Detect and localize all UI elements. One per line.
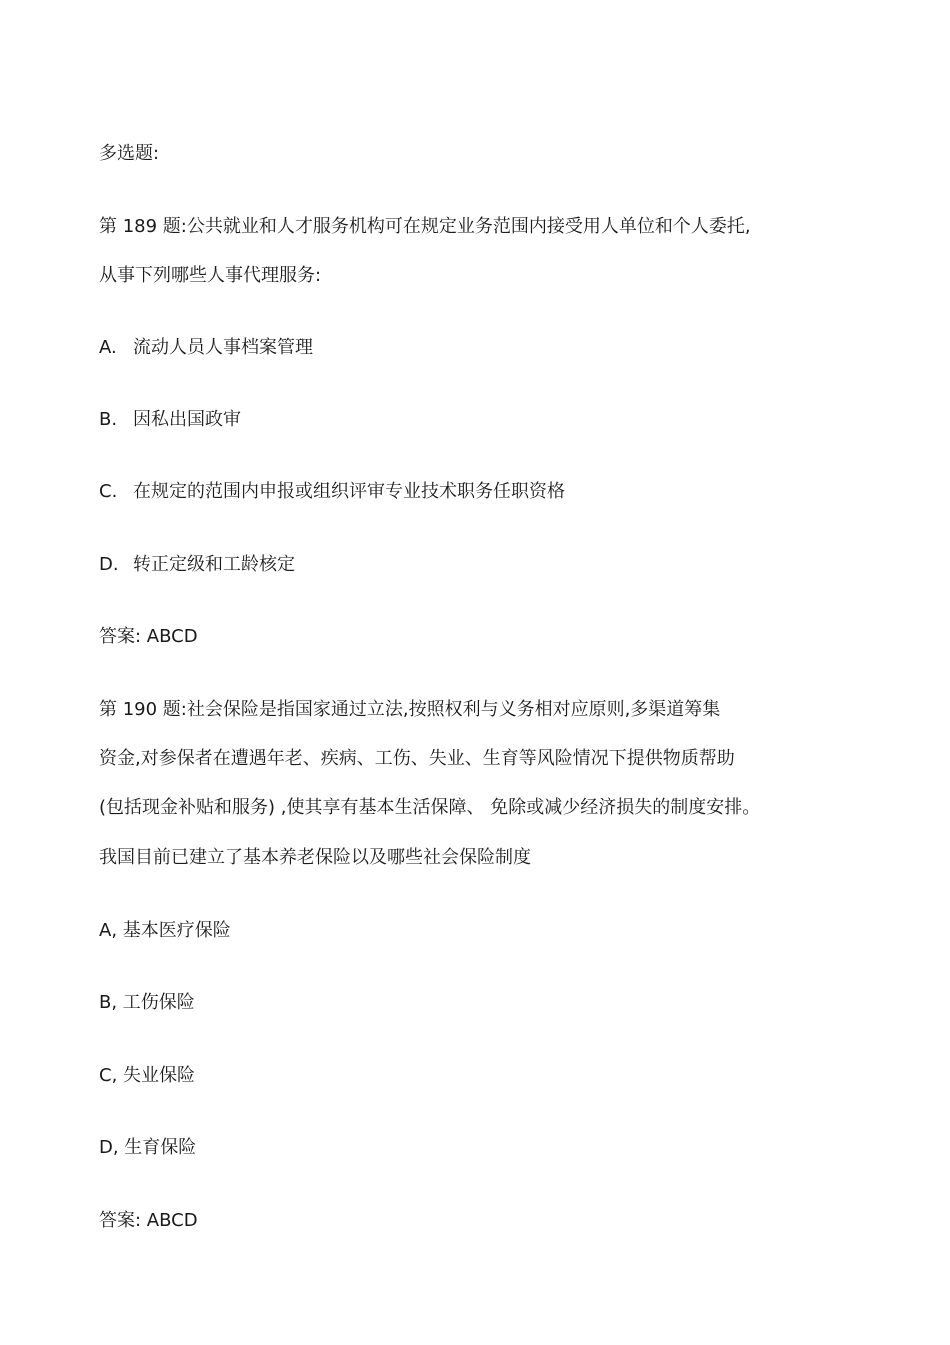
question-190-line-3: (包括现金补贴和服务) ,使其享有基本生活保障、 免除或减少经济损失的制度安排。 [99,797,761,818]
question-189-line-2: 从事下列哪些人事代理服务: [99,265,322,286]
option-letter: A. [99,337,117,358]
option-a [99,336,313,360]
question-190-line-4: 我国目前已建立了基本养老保险以及哪些社会保险制度 [99,847,531,868]
option-text: 在规定的范围内申报或组织评审专业技术职务任职资格 [133,481,565,502]
question-190-line-2: 资金,对参保者在遭遇年老、疾病、工伤、失业、生育等风险情况下提供物质帮助 [99,748,735,769]
option-letter: C. [99,481,118,502]
option-b: B, 工伤保险 [99,992,195,1013]
option-text: 流动人员人事档案管理 [133,337,313,358]
option-b [99,408,241,432]
option-c: C, 失业保险 [99,1065,196,1086]
question-190-line-1: 第 190 题:社会保险是指国家通过立法,按照权利与义务相对应原则,多渠道筹集 [99,699,721,720]
option-a: A, 基本医疗保险 [99,920,231,941]
answer-189: 答案: ABCD [99,626,198,647]
option-letter: D. [99,554,119,575]
section-label: 多选题: [99,143,160,164]
option-d [99,553,295,577]
option-letter: B. [99,409,118,430]
option-text: 因私出国政审 [133,409,241,430]
option-d: D, 生育保险 [99,1137,197,1158]
question-189-line-1: 第 189 题:公共就业和人才服务机构可在规定业务范围内接受用人单位和个人委托, [99,216,751,237]
option-c [99,480,565,504]
option-text: 转正定级和工龄核定 [133,554,295,575]
answer-190: 答案: ABCD [99,1210,198,1231]
